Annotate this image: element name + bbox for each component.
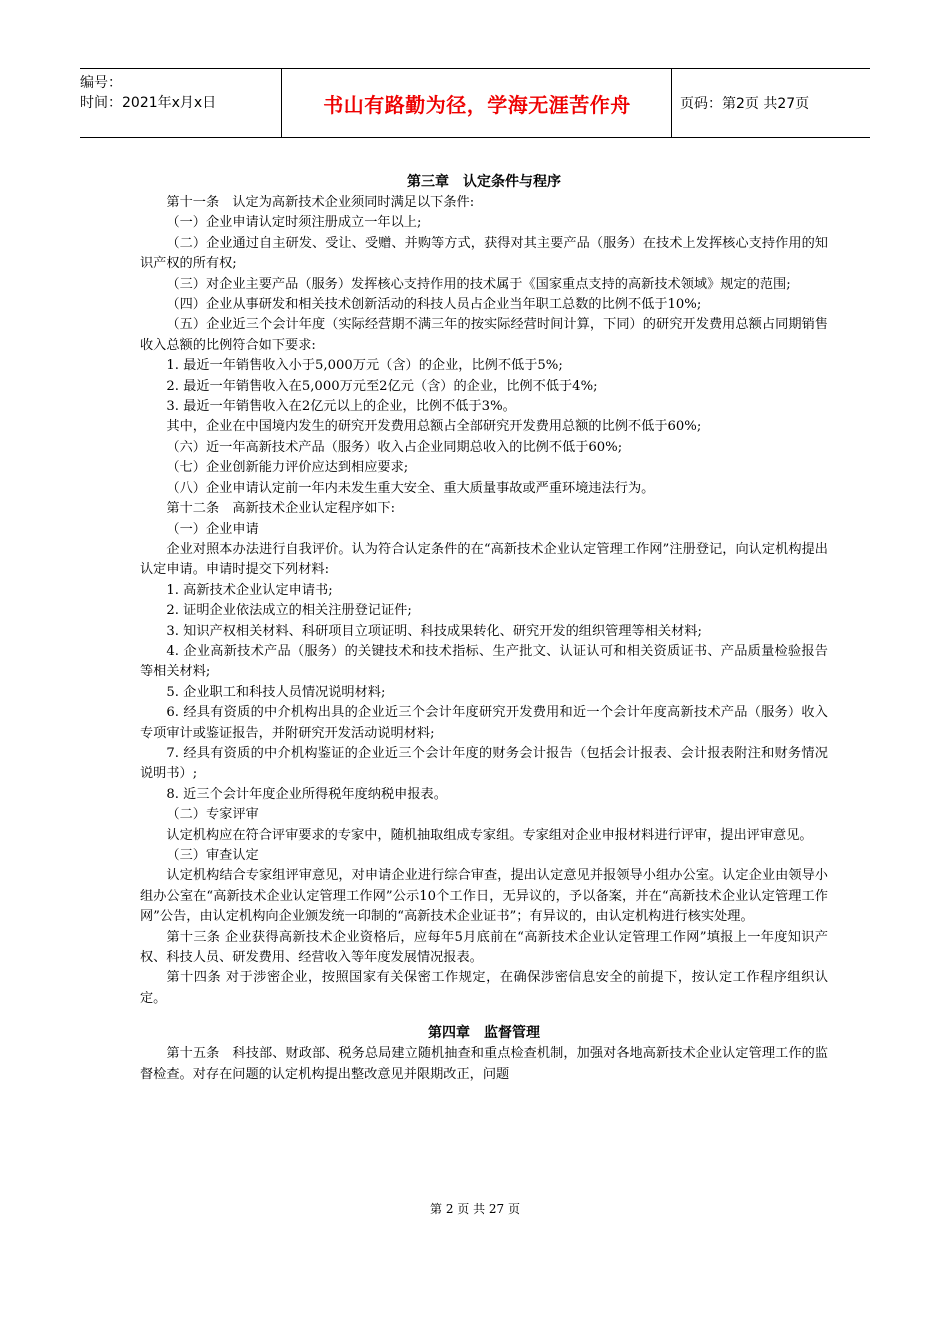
paragraph: （六）近一年高新技术产品（服务）收入占企业同期总收入的比例不低于60%;	[166, 439, 623, 455]
chapter-3-title: 第三章 认定条件与程序	[407, 174, 561, 190]
document-body	[140, 172, 828, 1085]
paragraph: （三）审查认定	[166, 848, 259, 863]
paragraph: （五）企业近三个会计年度（实际经营期不满三年的按实际经营时间计算，下同）的研究开发费用总额占同期销售收入总额的比例符合如下要求:	[140, 317, 828, 353]
time-label: 时间：2021年x月x日	[80, 95, 217, 111]
header-meta-cell	[80, 69, 282, 137]
paragraph: （八）企业申请认定前一年内未发生重大安全、重大质量事故或严重环境违法行为。	[166, 480, 655, 496]
paragraph: （二）企业通过自主研发、受让、受赠、并购等方式，获得对其主要产品（服务）在技术上发挥核心支持作用的知识产权的所有权;	[140, 235, 828, 272]
paragraph: 7. 经具有资质的中介机构鉴证的企业近三个会计年度的财务会计报告（包括会计报表、会计报表附注和财务情况说明书）;	[140, 745, 828, 782]
paragraph: （七）企业创新能力评价应达到相应要求;	[166, 460, 409, 476]
paragraph: 第十四条 对于涉密企业，按照国家有关保密工作规定，在确保涉密信息安全的前提下，按认定工作程序组织认定。	[140, 970, 828, 1006]
chapter-4-body	[140, 1044, 828, 1085]
paragraph: 4. 企业高新技术产品（服务）的关键技术和技术指标、生产批文、认证认可和相关资质证书、产品质量检验报告等相关材料;	[140, 643, 828, 680]
chapter-3-body	[140, 193, 828, 1009]
paragraph: 1. 高新技术企业认定申请书;	[166, 582, 333, 598]
paragraph: 6. 经具有资质的中介机构出具的企业近三个会计年度研究开发费用和近一个会计年度高新技术产品（服务）收入专项审计或鉴证报告，并附研究开发活动说明材料;	[140, 705, 828, 741]
paragraph: （四）企业从事研发和相关技术创新活动的科技人员占企业当年职工总数的比例不低于10%;	[166, 297, 702, 313]
paragraph: 企业对照本办法进行自我评价。认为符合认定条件的在“高新技术企业认定管理工作网”注册登记，向认定机构提出认定申请。申请时提交下列材料:	[140, 541, 828, 578]
paragraph: 认定机构应在符合评审要求的专家中，随机抽取组成专家组。专家组对企业申报材料进行评审，提出评审意见。	[166, 827, 813, 843]
paragraph: 2. 最近一年销售收入在5,000万元至2亿元（含）的企业，比例不低于4%;	[166, 378, 598, 394]
header-page-info: 页码：第2页 共27页	[680, 96, 810, 112]
paragraph: （三）对企业主要产品（服务）发挥核心支持作用的技术属于《国家重点支持的高新技术领域》规定的范围;	[166, 276, 791, 292]
section-spacer	[140, 1009, 828, 1023]
paragraph: 8. 近三个会计年度企业所得税年度纳税申报表。	[166, 786, 447, 802]
paragraph: 5. 企业职工和科技人员情况说明材料;	[166, 684, 386, 700]
document-header	[80, 68, 870, 138]
chapter-4-title: 第四章 监督管理	[428, 1025, 540, 1042]
paragraph: （一）企业申请	[166, 521, 259, 537]
paragraph: 其中，企业在中国境内发生的研究开发费用总额占全部研究开发费用总额的比例不低于60%;	[166, 419, 702, 435]
paragraph: 第十二条 高新技术企业认定程序如下:	[166, 501, 396, 517]
page-footer: 第 2 页 共 27 页	[430, 1202, 520, 1216]
paragraph: 1. 最近一年销售收入小于5,000万元（含）的企业，比例不低于5%;	[166, 358, 563, 374]
paragraph: 认定机构结合专家组评审意见，对申请企业进行综合审查，提出认定意见并报领导小组办公室。认定企业由领导小组办公室在“高新技术企业认定管理工作网”公示10个工作日，无异议的，予以备案，并在“高新技术企业认定管理工作网”公告，由认定机构向企业颁发统一印制的“高新技术企业证书”；有异议的，由认定机构进行核实处理。	[140, 868, 828, 925]
paragraph: 3. 最近一年销售收入在2亿元以上的企业，比例不低于3%。	[166, 399, 516, 415]
header-motto: 书山有路勤为径，学海无涯苦作舟	[283, 69, 672, 137]
paragraph: 第十五条 科技部、财政部、税务总局建立随机抽查和重点检查机制，加强对各地高新技术企业认定管理工作的监督检查。对存在问题的认定机构提出整改意见并限期改正，问题	[140, 1046, 828, 1082]
paragraph: 第十一条 认定为高新技术企业须同时满足以下条件:	[166, 195, 475, 210]
paragraph: 第十三条 企业获得高新技术企业资格后，应每年5月底前在“高新技术企业认定管理工作网”填报上一年度知识产权、科技人员、研发费用、经营收入等年度发展情况报表。	[140, 929, 828, 966]
paragraph: 3. 知识产权相关材料、科研项目立项证明、科技成果转化、研究开发的组织管理等相关材料;	[166, 623, 702, 639]
paragraph: （二）专家评审	[166, 807, 259, 823]
paragraph: 2. 证明企业依法成立的相关注册登记证件;	[166, 603, 412, 619]
number-label: 编号：	[80, 75, 122, 91]
paragraph: （一）企业申请认定时须注册成立一年以上;	[166, 215, 422, 231]
